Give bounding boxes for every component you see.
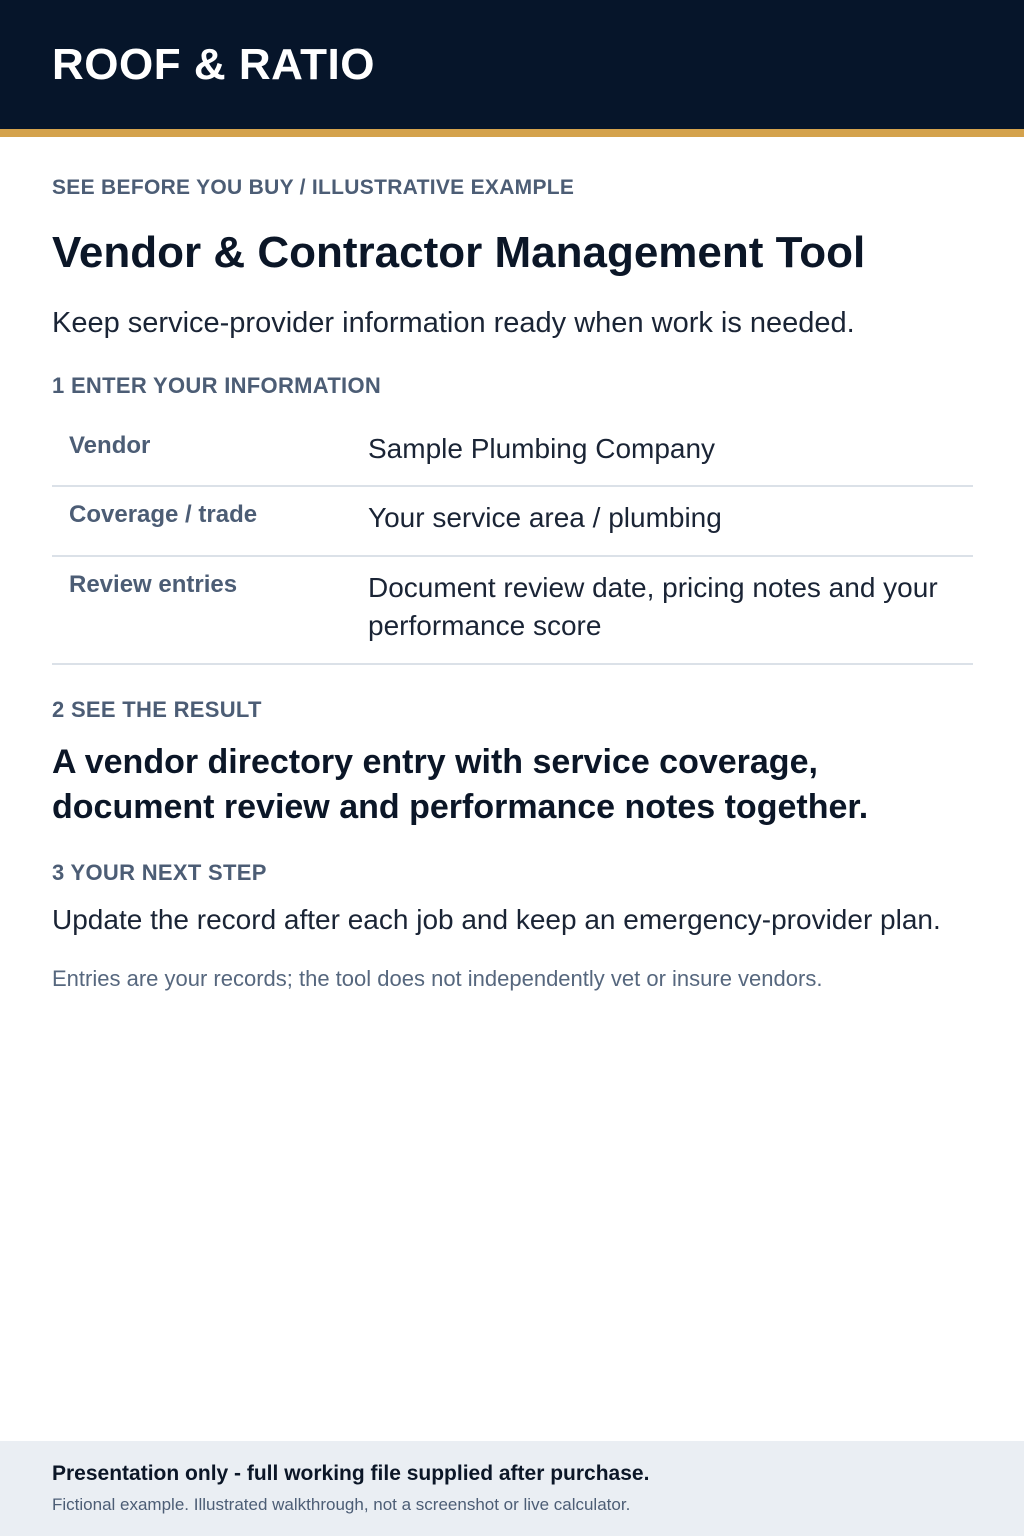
info-row-review (52, 557, 973, 665)
step-3-section (52, 859, 973, 939)
info-label: Coverage / trade (69, 501, 258, 528)
top-bar (0, 0, 1024, 137)
footer-bar (0, 1441, 1024, 1536)
disclaimer-text: Entries are your records; the tool does not independently vet or insure vendors. (52, 966, 823, 991)
eyebrow-label: SEE BEFORE YOU BUY / ILLUSTRATIVE EXAMPLE (52, 176, 575, 199)
footer-subnote: Fictional example. Illustrated walkthrough, not a screenshot or live calculator. (52, 1495, 631, 1514)
result-statement: A vendor directory entry with service coverage, document review and performance notes together. (52, 743, 869, 826)
info-label: Review entries (69, 571, 238, 598)
info-table (52, 418, 973, 665)
footer-notice: Presentation only - full working file supplied after purchase. (52, 1462, 650, 1485)
brand-logo-text: ROOF & RATIO (52, 40, 375, 89)
step-1-heading: 1 ENTER YOUR INFORMATION (52, 373, 382, 398)
info-row-coverage (52, 487, 973, 557)
info-value: Document review date, pricing notes and your performance score (368, 572, 938, 641)
step-2-heading: 2 SEE THE RESULT (52, 697, 262, 722)
main-content (52, 174, 973, 994)
page-subtitle: Keep service-provider information ready when work is needed. (52, 307, 855, 339)
step-1-section (52, 372, 973, 665)
info-value: Sample Plumbing Company (368, 433, 716, 464)
info-value: Your service area / plumbing (368, 502, 722, 533)
next-step-text: Update the record after each job and keep an emergency-provider plan. (52, 904, 941, 935)
info-label: Vendor (69, 432, 151, 459)
step-2-section (52, 696, 973, 830)
page-title: Vendor & Contractor Management Tool (52, 228, 866, 277)
info-row-vendor (52, 418, 973, 487)
step-3-heading: 3 YOUR NEXT STEP (52, 860, 267, 885)
